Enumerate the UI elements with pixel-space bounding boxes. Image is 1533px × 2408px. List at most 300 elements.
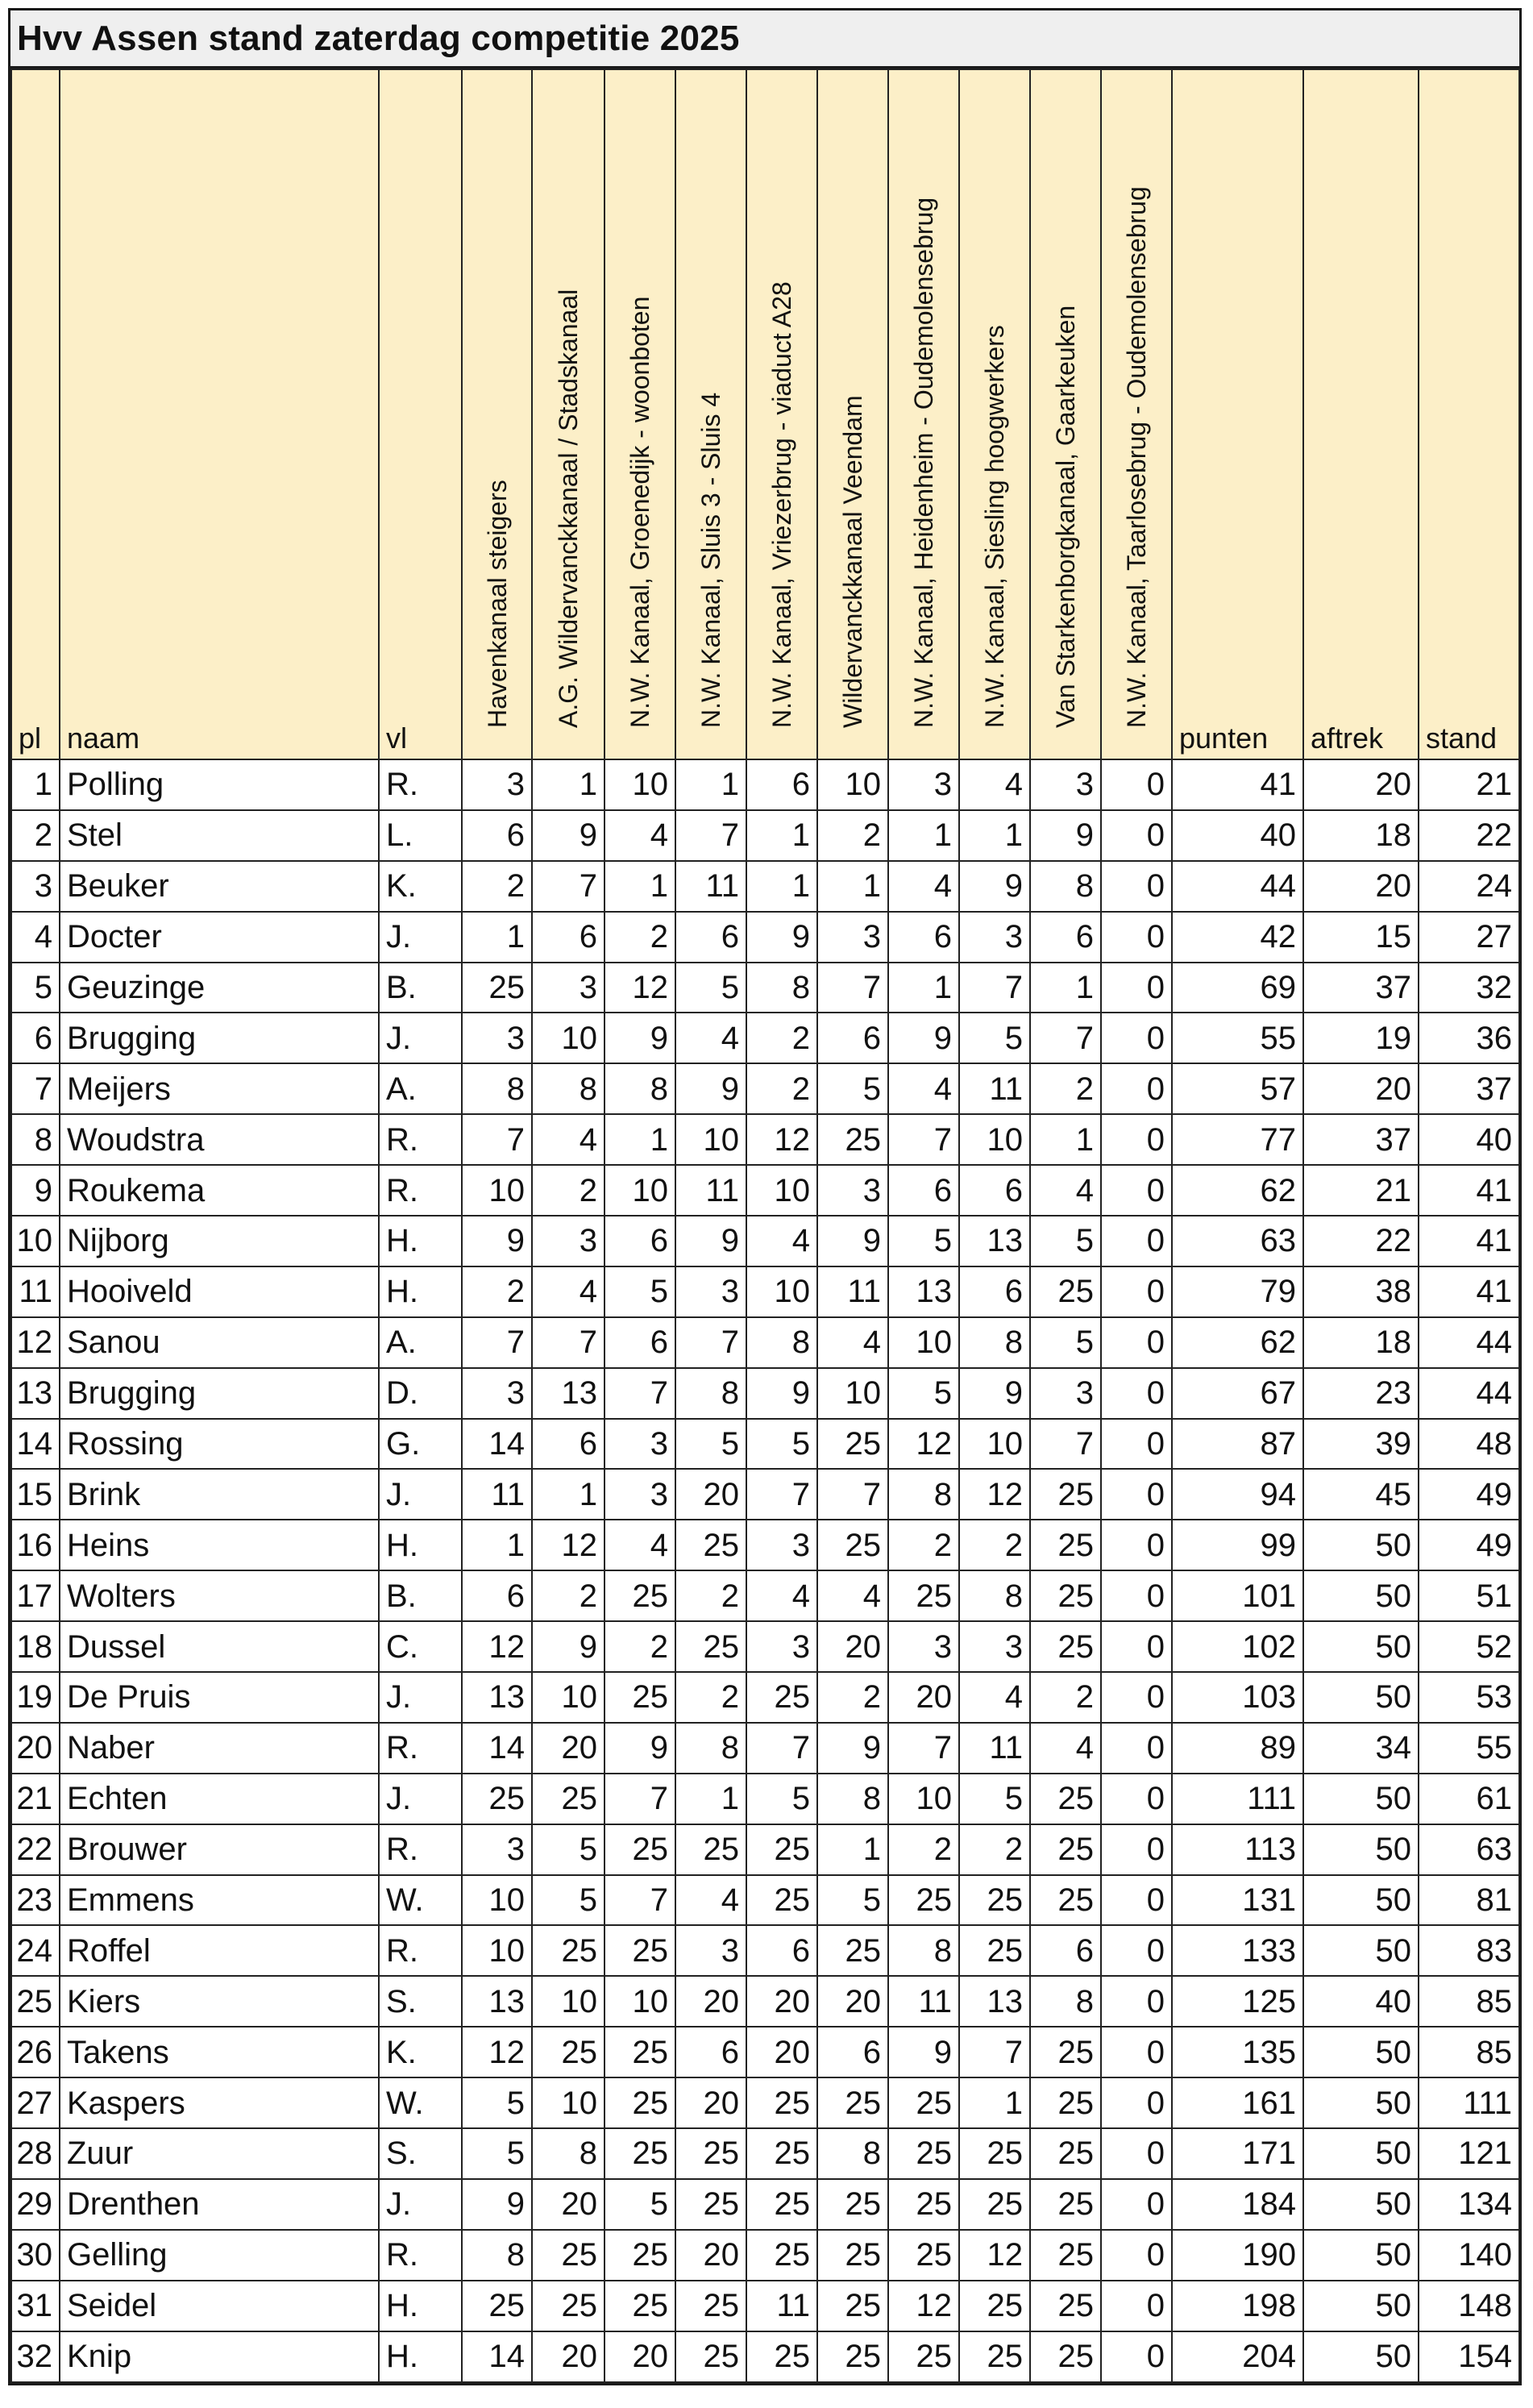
cell-pl: 3 xyxy=(11,861,60,912)
table-row xyxy=(11,1165,1519,1216)
cell-round-7: 7 xyxy=(888,1723,959,1774)
cell-vl: H. xyxy=(379,1266,462,1317)
cell-round-3: 9 xyxy=(604,1723,675,1774)
cell-round-5: 7 xyxy=(746,1469,817,1520)
cell-round-5: 25 xyxy=(746,2230,817,2281)
cell-round-5: 4 xyxy=(746,1216,817,1266)
cell-round-5: 9 xyxy=(746,1368,817,1419)
col-header-round-5 xyxy=(746,69,817,759)
cell-round-6: 4 xyxy=(817,1570,888,1621)
cell-round-8: 7 xyxy=(959,963,1030,1013)
cell-round-2: 3 xyxy=(532,1216,604,1266)
cell-round-6: 4 xyxy=(817,1317,888,1368)
cell-round-5: 2 xyxy=(746,1013,817,1063)
cell-round-8: 2 xyxy=(959,1824,1030,1875)
cell-round-6: 6 xyxy=(817,1013,888,1063)
cell-vl: H. xyxy=(379,1216,462,1266)
cell-round-5: 20 xyxy=(746,1976,817,2027)
cell-punten: 87 xyxy=(1172,1419,1303,1470)
cell-round-7: 11 xyxy=(888,1976,959,2027)
cell-round-7: 2 xyxy=(888,1520,959,1570)
cell-vl: H. xyxy=(379,2281,462,2331)
cell-round-10: 0 xyxy=(1101,1621,1172,1672)
cell-round-4: 4 xyxy=(675,1013,746,1063)
cell-round-4: 1 xyxy=(675,1774,746,1824)
col-header-round-5-label: N.W. Kanaal, Vriezerbrug - viaduct A28 xyxy=(767,281,796,728)
cell-round-8: 9 xyxy=(959,861,1030,912)
cell-round-1: 5 xyxy=(462,2128,532,2179)
cell-naam: Heins xyxy=(60,1520,379,1570)
cell-round-10: 0 xyxy=(1101,1266,1172,1317)
cell-round-1: 8 xyxy=(462,2230,532,2281)
cell-naam: Dussel xyxy=(60,1621,379,1672)
cell-round-2: 12 xyxy=(532,1520,604,1570)
cell-vl: J. xyxy=(379,1672,462,1723)
cell-round-7: 25 xyxy=(888,2077,959,2128)
cell-round-8: 6 xyxy=(959,1266,1030,1317)
cell-punten: 111 xyxy=(1172,1774,1303,1824)
table-body xyxy=(11,759,1519,2382)
cell-punten: 101 xyxy=(1172,1570,1303,1621)
cell-round-6: 25 xyxy=(817,2179,888,2230)
cell-round-7: 8 xyxy=(888,1925,959,1976)
cell-vl: B. xyxy=(379,963,462,1013)
cell-pl: 5 xyxy=(11,963,60,1013)
cell-round-10: 0 xyxy=(1101,1114,1172,1165)
cell-round-9: 25 xyxy=(1030,2230,1101,2281)
cell-round-10: 0 xyxy=(1101,963,1172,1013)
cell-round-5: 1 xyxy=(746,861,817,912)
cell-round-8: 4 xyxy=(959,1672,1030,1723)
cell-round-1: 3 xyxy=(462,1824,532,1875)
cell-round-1: 7 xyxy=(462,1317,532,1368)
col-header-round-9 xyxy=(1030,69,1101,759)
cell-vl: R. xyxy=(379,1114,462,1165)
cell-round-6: 10 xyxy=(817,1368,888,1419)
cell-pl: 27 xyxy=(11,2077,60,2128)
table-row xyxy=(11,1875,1519,1926)
cell-round-1: 3 xyxy=(462,1013,532,1063)
cell-round-5: 8 xyxy=(746,963,817,1013)
cell-pl: 26 xyxy=(11,2027,60,2077)
col-header-round-7-label: N.W. Kanaal, Heidenheim - Oudemolensebrug xyxy=(909,197,938,728)
cell-round-6: 25 xyxy=(817,2230,888,2281)
cell-round-5: 25 xyxy=(746,2128,817,2179)
cell-naam: Drenthen xyxy=(60,2179,379,2230)
cell-round-6: 1 xyxy=(817,861,888,912)
cell-round-7: 6 xyxy=(888,1165,959,1216)
cell-round-2: 2 xyxy=(532,1570,604,1621)
cell-round-2: 8 xyxy=(532,1063,604,1114)
cell-round-5: 20 xyxy=(746,2027,817,2077)
cell-stand: 41 xyxy=(1419,1165,1519,1216)
cell-round-9: 25 xyxy=(1030,1774,1101,1824)
cell-stand: 51 xyxy=(1419,1570,1519,1621)
cell-round-10: 0 xyxy=(1101,1165,1172,1216)
cell-round-2: 9 xyxy=(532,810,604,861)
cell-stand: 24 xyxy=(1419,861,1519,912)
page-title: Hvv Assen stand zaterdag competitie 2025 xyxy=(17,18,740,58)
cell-round-4: 11 xyxy=(675,1165,746,1216)
cell-round-6: 5 xyxy=(817,1063,888,1114)
cell-round-3: 3 xyxy=(604,1419,675,1470)
cell-vl: J. xyxy=(379,912,462,963)
cell-round-3: 2 xyxy=(604,912,675,963)
cell-round-5: 25 xyxy=(746,1824,817,1875)
cell-stand: 41 xyxy=(1419,1216,1519,1266)
cell-aftrek: 50 xyxy=(1303,1672,1419,1723)
cell-round-4: 8 xyxy=(675,1723,746,1774)
cell-pl: 10 xyxy=(11,1216,60,1266)
cell-punten: 135 xyxy=(1172,2027,1303,2077)
cell-punten: 42 xyxy=(1172,912,1303,963)
cell-naam: Beuker xyxy=(60,861,379,912)
cell-round-9: 25 xyxy=(1030,1824,1101,1875)
cell-vl: J. xyxy=(379,2179,462,2230)
cell-round-7: 5 xyxy=(888,1368,959,1419)
cell-round-3: 8 xyxy=(604,1063,675,1114)
cell-stand: 36 xyxy=(1419,1013,1519,1063)
cell-punten: 62 xyxy=(1172,1317,1303,1368)
cell-pl: 6 xyxy=(11,1013,60,1063)
cell-aftrek: 50 xyxy=(1303,2128,1419,2179)
cell-round-3: 10 xyxy=(604,759,675,810)
cell-round-10: 0 xyxy=(1101,1013,1172,1063)
col-header-round-7 xyxy=(888,69,959,759)
cell-round-8: 25 xyxy=(959,2331,1030,2382)
cell-pl: 20 xyxy=(11,1723,60,1774)
cell-round-10: 0 xyxy=(1101,1824,1172,1875)
cell-aftrek: 50 xyxy=(1303,2027,1419,2077)
cell-stand: 148 xyxy=(1419,2281,1519,2331)
cell-round-4: 2 xyxy=(675,1570,746,1621)
col-header-aftrek-label: aftrek xyxy=(1311,722,1384,755)
cell-round-9: 9 xyxy=(1030,810,1101,861)
cell-round-3: 10 xyxy=(604,1165,675,1216)
table-row xyxy=(11,759,1519,810)
cell-round-7: 2 xyxy=(888,1824,959,1875)
cell-punten: 99 xyxy=(1172,1520,1303,1570)
cell-vl: W. xyxy=(379,2077,462,2128)
cell-pl: 30 xyxy=(11,2230,60,2281)
cell-naam: Seidel xyxy=(60,2281,379,2331)
cell-round-9: 2 xyxy=(1030,1672,1101,1723)
cell-aftrek: 20 xyxy=(1303,861,1419,912)
cell-round-7: 1 xyxy=(888,963,959,1013)
cell-round-2: 6 xyxy=(532,912,604,963)
cell-aftrek: 18 xyxy=(1303,810,1419,861)
table-row xyxy=(11,2179,1519,2230)
col-header-round-2 xyxy=(532,69,604,759)
table-row xyxy=(11,2331,1519,2382)
table-row xyxy=(11,1317,1519,1368)
cell-punten: 79 xyxy=(1172,1266,1303,1317)
cell-round-8: 13 xyxy=(959,1216,1030,1266)
cell-round-6: 6 xyxy=(817,2027,888,2077)
cell-pl: 23 xyxy=(11,1875,60,1926)
cell-naam: De Pruis xyxy=(60,1672,379,1723)
cell-round-4: 20 xyxy=(675,2230,746,2281)
cell-round-10: 0 xyxy=(1101,1317,1172,1368)
cell-stand: 41 xyxy=(1419,1266,1519,1317)
cell-round-10: 0 xyxy=(1101,1570,1172,1621)
cell-naam: Meijers xyxy=(60,1063,379,1114)
cell-stand: 121 xyxy=(1419,2128,1519,2179)
cell-round-10: 0 xyxy=(1101,2230,1172,2281)
cell-round-1: 13 xyxy=(462,1672,532,1723)
cell-round-2: 2 xyxy=(532,1165,604,1216)
table-row xyxy=(11,1469,1519,1520)
cell-round-1: 3 xyxy=(462,1368,532,1419)
cell-round-9: 4 xyxy=(1030,1723,1101,1774)
cell-round-5: 6 xyxy=(746,759,817,810)
cell-round-4: 25 xyxy=(675,1824,746,1875)
cell-round-6: 2 xyxy=(817,1672,888,1723)
cell-round-2: 7 xyxy=(532,1317,604,1368)
cell-round-10: 0 xyxy=(1101,2281,1172,2331)
cell-stand: 134 xyxy=(1419,2179,1519,2230)
table-row xyxy=(11,1824,1519,1875)
cell-round-9: 5 xyxy=(1030,1216,1101,1266)
cell-round-5: 1 xyxy=(746,810,817,861)
cell-aftrek: 50 xyxy=(1303,2281,1419,2331)
cell-round-4: 25 xyxy=(675,2128,746,2179)
cell-round-1: 2 xyxy=(462,861,532,912)
cell-round-8: 25 xyxy=(959,1875,1030,1926)
cell-round-9: 8 xyxy=(1030,861,1101,912)
cell-round-5: 2 xyxy=(746,1063,817,1114)
cell-stand: 53 xyxy=(1419,1672,1519,1723)
cell-pl: 13 xyxy=(11,1368,60,1419)
cell-pl: 7 xyxy=(11,1063,60,1114)
cell-round-9: 25 xyxy=(1030,2077,1101,2128)
cell-aftrek: 50 xyxy=(1303,2077,1419,2128)
col-header-pl xyxy=(11,69,60,759)
cell-stand: 81 xyxy=(1419,1875,1519,1926)
cell-round-3: 6 xyxy=(604,1317,675,1368)
cell-round-1: 6 xyxy=(462,810,532,861)
cell-round-6: 8 xyxy=(817,2128,888,2179)
cell-naam: Knip xyxy=(60,2331,379,2382)
cell-round-4: 25 xyxy=(675,1520,746,1570)
cell-round-2: 4 xyxy=(532,1114,604,1165)
cell-stand: 27 xyxy=(1419,912,1519,963)
cell-round-4: 4 xyxy=(675,1875,746,1926)
cell-round-5: 11 xyxy=(746,2281,817,2331)
cell-round-2: 10 xyxy=(532,1013,604,1063)
cell-round-3: 4 xyxy=(604,810,675,861)
cell-stand: 85 xyxy=(1419,2027,1519,2077)
table-row xyxy=(11,1925,1519,1976)
col-header-round-6-label: Wildervanckkanaal Veendam xyxy=(838,395,867,728)
cell-round-10: 0 xyxy=(1101,1469,1172,1520)
cell-naam: Polling xyxy=(60,759,379,810)
cell-round-10: 0 xyxy=(1101,1063,1172,1114)
cell-pl: 31 xyxy=(11,2281,60,2331)
cell-round-9: 4 xyxy=(1030,1165,1101,1216)
cell-round-4: 7 xyxy=(675,1317,746,1368)
cell-round-10: 0 xyxy=(1101,1723,1172,1774)
cell-round-2: 10 xyxy=(532,2077,604,2128)
cell-aftrek: 34 xyxy=(1303,1723,1419,1774)
cell-vl: S. xyxy=(379,1976,462,2027)
cell-round-1: 7 xyxy=(462,1114,532,1165)
cell-round-3: 25 xyxy=(604,2027,675,2077)
cell-round-8: 10 xyxy=(959,1419,1030,1470)
cell-stand: 21 xyxy=(1419,759,1519,810)
cell-round-8: 6 xyxy=(959,1165,1030,1216)
cell-round-3: 25 xyxy=(604,1570,675,1621)
cell-round-5: 7 xyxy=(746,1723,817,1774)
cell-round-6: 9 xyxy=(817,1723,888,1774)
cell-round-3: 25 xyxy=(604,1824,675,1875)
cell-round-1: 25 xyxy=(462,2281,532,2331)
cell-round-10: 0 xyxy=(1101,861,1172,912)
cell-punten: 89 xyxy=(1172,1723,1303,1774)
cell-aftrek: 50 xyxy=(1303,1824,1419,1875)
cell-round-6: 1 xyxy=(817,1824,888,1875)
cell-round-5: 10 xyxy=(746,1266,817,1317)
col-header-round-1 xyxy=(462,69,532,759)
col-header-round-4 xyxy=(675,69,746,759)
col-header-round-10-label: N.W. Kanaal, Taarlosebrug - Oudemolensebrug xyxy=(1122,186,1151,728)
cell-round-8: 25 xyxy=(959,1925,1030,1976)
cell-aftrek: 22 xyxy=(1303,1216,1419,1266)
cell-round-6: 2 xyxy=(817,810,888,861)
cell-round-5: 3 xyxy=(746,1621,817,1672)
cell-round-4: 7 xyxy=(675,810,746,861)
cell-round-4: 11 xyxy=(675,861,746,912)
cell-round-4: 8 xyxy=(675,1368,746,1419)
table-row xyxy=(11,1114,1519,1165)
cell-round-9: 7 xyxy=(1030,1013,1101,1063)
cell-aftrek: 40 xyxy=(1303,1976,1419,2027)
cell-round-10: 0 xyxy=(1101,1925,1172,1976)
cell-naam: Brugging xyxy=(60,1368,379,1419)
cell-stand: 48 xyxy=(1419,1419,1519,1470)
cell-round-10: 0 xyxy=(1101,1216,1172,1266)
cell-round-10: 0 xyxy=(1101,759,1172,810)
cell-naam: Nijborg xyxy=(60,1216,379,1266)
cell-round-9: 1 xyxy=(1030,1114,1101,1165)
cell-round-1: 14 xyxy=(462,2331,532,2382)
cell-aftrek: 50 xyxy=(1303,2331,1419,2382)
cell-aftrek: 37 xyxy=(1303,963,1419,1013)
cell-round-7: 8 xyxy=(888,1469,959,1520)
col-header-round-9-label: Van Starkenborgkanaal, Gaarkeuken xyxy=(1051,305,1080,728)
cell-vl: J. xyxy=(379,1469,462,1520)
cell-vl: R. xyxy=(379,1723,462,1774)
col-header-round-3-label: N.W. Kanaal, Groenedijk - woonboten xyxy=(625,296,654,728)
cell-punten: 171 xyxy=(1172,2128,1303,2179)
cell-pl: 28 xyxy=(11,2128,60,2179)
cell-naam: Docter xyxy=(60,912,379,963)
cell-round-8: 11 xyxy=(959,1063,1030,1114)
cell-round-8: 25 xyxy=(959,2179,1030,2230)
table-row xyxy=(11,1621,1519,1672)
cell-aftrek: 50 xyxy=(1303,2230,1419,2281)
col-header-round-4-label: N.W. Kanaal, Sluis 3 - Sluis 4 xyxy=(696,392,725,728)
cell-round-3: 3 xyxy=(604,1469,675,1520)
cell-aftrek: 50 xyxy=(1303,1520,1419,1570)
cell-vl: C. xyxy=(379,1621,462,1672)
cell-round-2: 5 xyxy=(532,1875,604,1926)
cell-round-3: 1 xyxy=(604,861,675,912)
cell-punten: 190 xyxy=(1172,2230,1303,2281)
col-header-round-3 xyxy=(604,69,675,759)
cell-round-3: 5 xyxy=(604,1266,675,1317)
cell-round-1: 25 xyxy=(462,963,532,1013)
cell-round-1: 6 xyxy=(462,1570,532,1621)
cell-aftrek: 20 xyxy=(1303,759,1419,810)
cell-naam: Emmens xyxy=(60,1875,379,1926)
cell-round-5: 5 xyxy=(746,1419,817,1470)
cell-round-2: 10 xyxy=(532,1672,604,1723)
cell-round-5: 4 xyxy=(746,1570,817,1621)
cell-round-6: 20 xyxy=(817,1976,888,2027)
cell-round-3: 7 xyxy=(604,1875,675,1926)
cell-round-3: 25 xyxy=(604,1925,675,1976)
cell-pl: 16 xyxy=(11,1520,60,1570)
cell-round-10: 0 xyxy=(1101,2128,1172,2179)
table-row xyxy=(11,2027,1519,2077)
cell-round-5: 10 xyxy=(746,1165,817,1216)
cell-aftrek: 50 xyxy=(1303,1621,1419,1672)
cell-round-3: 25 xyxy=(604,1672,675,1723)
cell-round-9: 8 xyxy=(1030,1976,1101,2027)
cell-vl: L. xyxy=(379,810,462,861)
cell-stand: 52 xyxy=(1419,1621,1519,1672)
cell-round-4: 9 xyxy=(675,1063,746,1114)
title-bar xyxy=(10,10,1519,69)
cell-round-9: 3 xyxy=(1030,1368,1101,1419)
cell-punten: 77 xyxy=(1172,1114,1303,1165)
table-row xyxy=(11,810,1519,861)
col-header-round-6 xyxy=(817,69,888,759)
cell-round-4: 25 xyxy=(675,1621,746,1672)
cell-round-1: 25 xyxy=(462,1774,532,1824)
cell-round-3: 7 xyxy=(604,1368,675,1419)
cell-round-8: 11 xyxy=(959,1723,1030,1774)
cell-pl: 8 xyxy=(11,1114,60,1165)
cell-stand: 111 xyxy=(1419,2077,1519,2128)
cell-stand: 55 xyxy=(1419,1723,1519,1774)
header-row xyxy=(11,69,1519,759)
standings-sheet xyxy=(8,8,1522,2385)
cell-punten: 63 xyxy=(1172,1216,1303,1266)
cell-aftrek: 37 xyxy=(1303,1114,1419,1165)
cell-pl: 15 xyxy=(11,1469,60,1520)
cell-vl: B. xyxy=(379,1570,462,1621)
cell-naam: Geuzinge xyxy=(60,963,379,1013)
cell-stand: 44 xyxy=(1419,1368,1519,1419)
cell-aftrek: 38 xyxy=(1303,1266,1419,1317)
table-row xyxy=(11,1013,1519,1063)
cell-aftrek: 19 xyxy=(1303,1013,1419,1063)
cell-pl: 17 xyxy=(11,1570,60,1621)
cell-round-7: 4 xyxy=(888,861,959,912)
table-row xyxy=(11,1520,1519,1570)
cell-vl: H. xyxy=(379,2331,462,2382)
cell-round-9: 25 xyxy=(1030,1570,1101,1621)
cell-round-1: 10 xyxy=(462,1875,532,1926)
cell-round-10: 0 xyxy=(1101,810,1172,861)
table-row xyxy=(11,912,1519,963)
cell-round-7: 25 xyxy=(888,1570,959,1621)
col-header-vl-label: vl xyxy=(386,722,407,755)
cell-round-4: 10 xyxy=(675,1114,746,1165)
cell-stand: 83 xyxy=(1419,1925,1519,1976)
